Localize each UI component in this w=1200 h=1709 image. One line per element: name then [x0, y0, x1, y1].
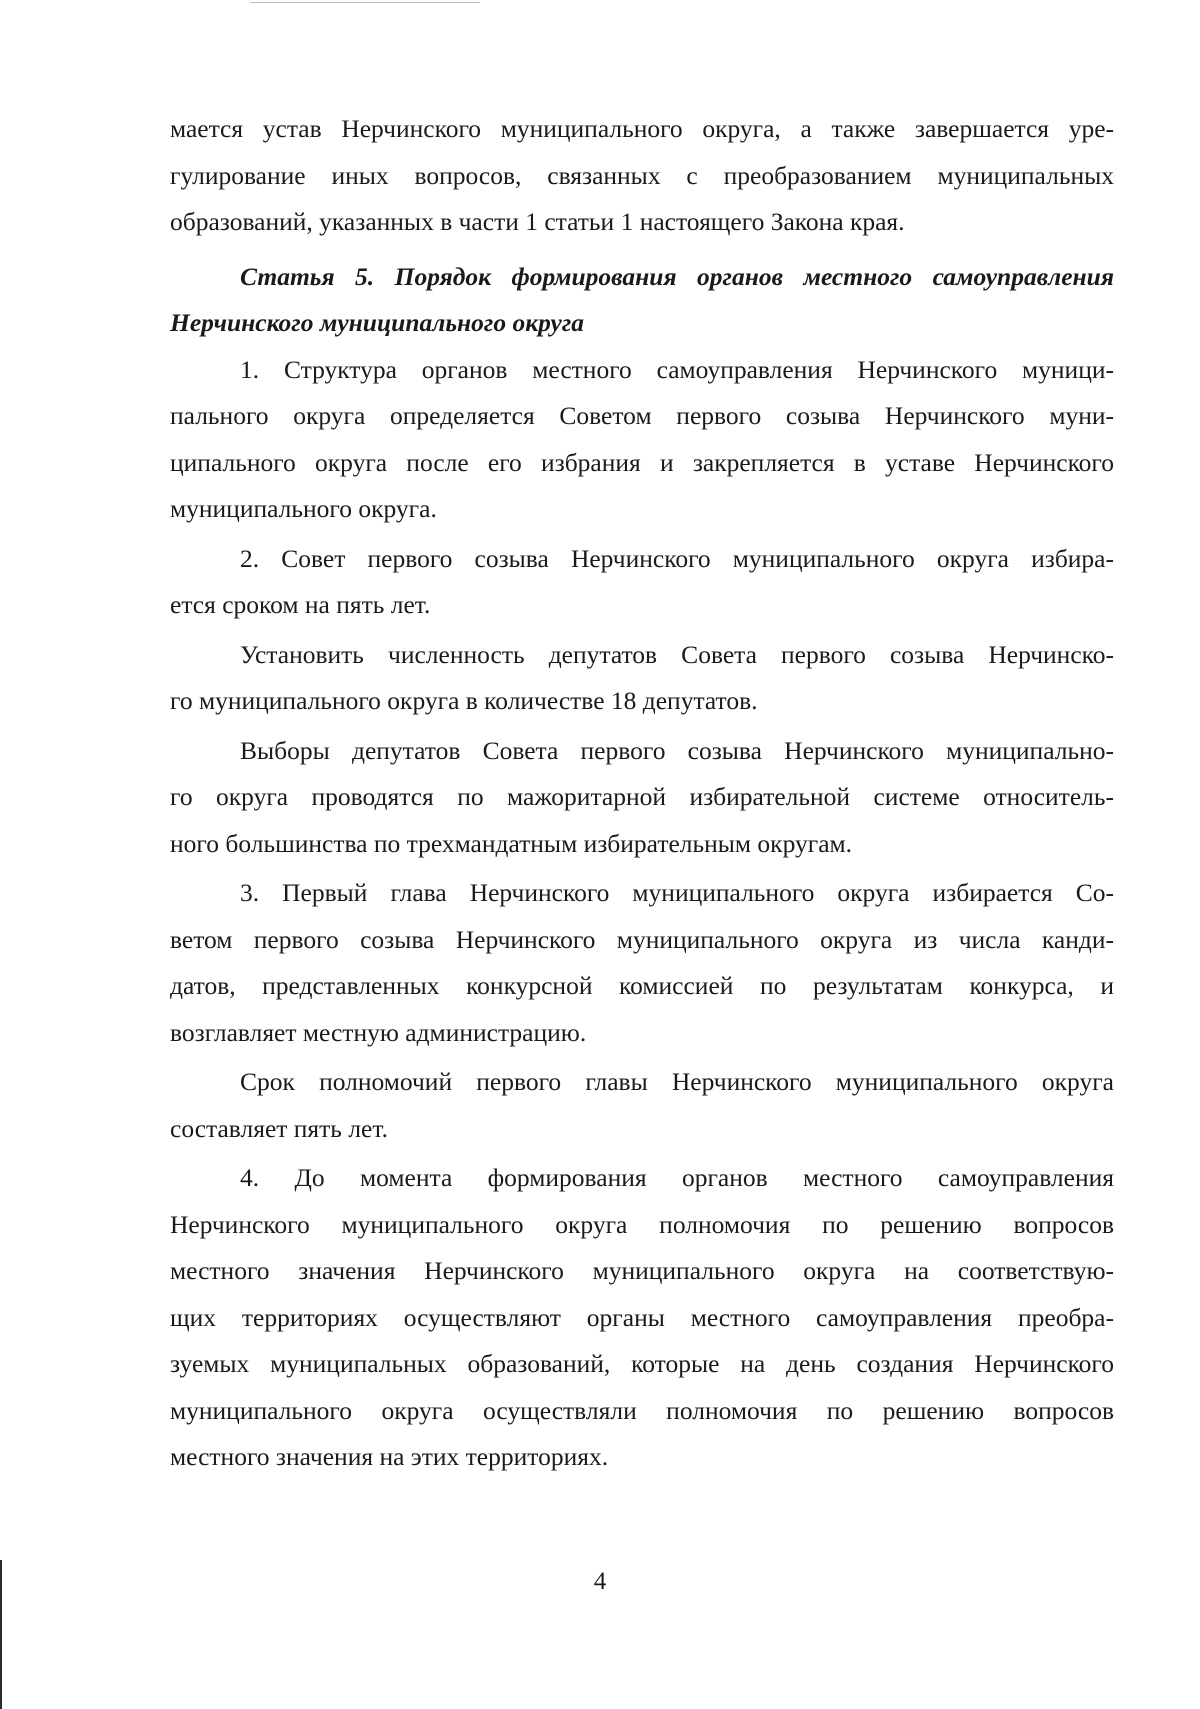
text-line: 2. Совет первого созыва Нерчинского муниципального округа избира-	[240, 543, 1114, 573]
text-line: го округа проводятся по мажоритарной избирательной системе относитель-	[170, 782, 1114, 811]
document-page	[170, 106, 1114, 1481]
text-line: Выборы депутатов Совета первого созыва Нерчинского муниципально-	[240, 735, 1114, 765]
paragraph-4	[170, 728, 1114, 868]
paragraph-3	[170, 632, 1114, 725]
text-line: образований, указанных в части 1 статьи 1 настоящего Закона края.	[170, 207, 905, 236]
text-line: Срок полномочий первого главы Нерчинского муниципального округа	[240, 1067, 1114, 1096]
text-line: 1. Структура органов местного самоуправления Нерчинского муници-	[240, 354, 1114, 384]
paragraph-2	[170, 536, 1114, 629]
paragraph-1	[170, 347, 1114, 533]
text-line: местного значения Нерчинского муниципального округа на соответствую-	[170, 1256, 1114, 1285]
text-line: муниципального округа осуществляли полномочия по решению вопросов	[170, 1395, 1114, 1425]
text-line: пального округа определяется Советом первого созыва Нерчинского муни-	[170, 401, 1114, 430]
text-line: возглавляет местную администрацию.	[170, 1017, 587, 1047]
text-line: го муниципального округа в количестве 18 депутатов.	[170, 686, 758, 715]
text-line: датов, представленных конкурсной комиссией по результатам конкурса, и	[170, 971, 1114, 1000]
text-line: муниципального округа.	[170, 494, 437, 523]
text-line: 3. Первый глава Нерчинского муниципального округа избирается Со-	[240, 878, 1114, 907]
paragraph-6	[170, 1059, 1114, 1152]
page-number: 4	[593, 1568, 607, 1595]
text-line: ципального округа после его избрания и закрепляется в уставе Нерчинского	[170, 447, 1114, 477]
text-line: ного большинства по трехмандатным избирательным округам.	[170, 828, 853, 858]
text-line: ется сроком на пять лет.	[170, 590, 431, 619]
text-line: составляет пять лет.	[170, 1113, 388, 1143]
text-line: щих территориях осуществляют органы местного самоуправления преобра-	[170, 1302, 1114, 1332]
paragraph-7	[170, 1155, 1114, 1481]
article-heading	[170, 254, 1114, 347]
text-line: зуемых муниципальных образований, которые на день создания Нерчинского	[170, 1349, 1114, 1378]
text-line: мается устав Нерчинского муниципального округа, а также завершается уре-	[170, 114, 1114, 143]
paragraph-5	[170, 870, 1114, 1056]
text-line: местного значения на этих территориях.	[170, 1442, 609, 1471]
intro-paragraph	[170, 106, 1114, 246]
text-line: ветом первого созыва Нерчинского муниципального округа из числа канди-	[170, 924, 1114, 954]
text-line: Установить численность депутатов Совета первого созыва Нерчинско-	[240, 639, 1114, 669]
text-line: 4. До момента формирования органов местного самоуправления	[240, 1163, 1114, 1192]
text-line: Нерчинского муниципального округа полномочия по решению вопросов	[170, 1209, 1114, 1239]
text-line: гулирование иных вопросов, связанных с преобразованием муниципальных	[170, 160, 1114, 190]
heading-line: Статья 5. Порядок формирования органов местного самоуправления	[240, 261, 1114, 291]
heading-line: Нерчинского муниципального округа	[170, 308, 585, 337]
scan-artifact-line	[250, 2, 480, 3]
